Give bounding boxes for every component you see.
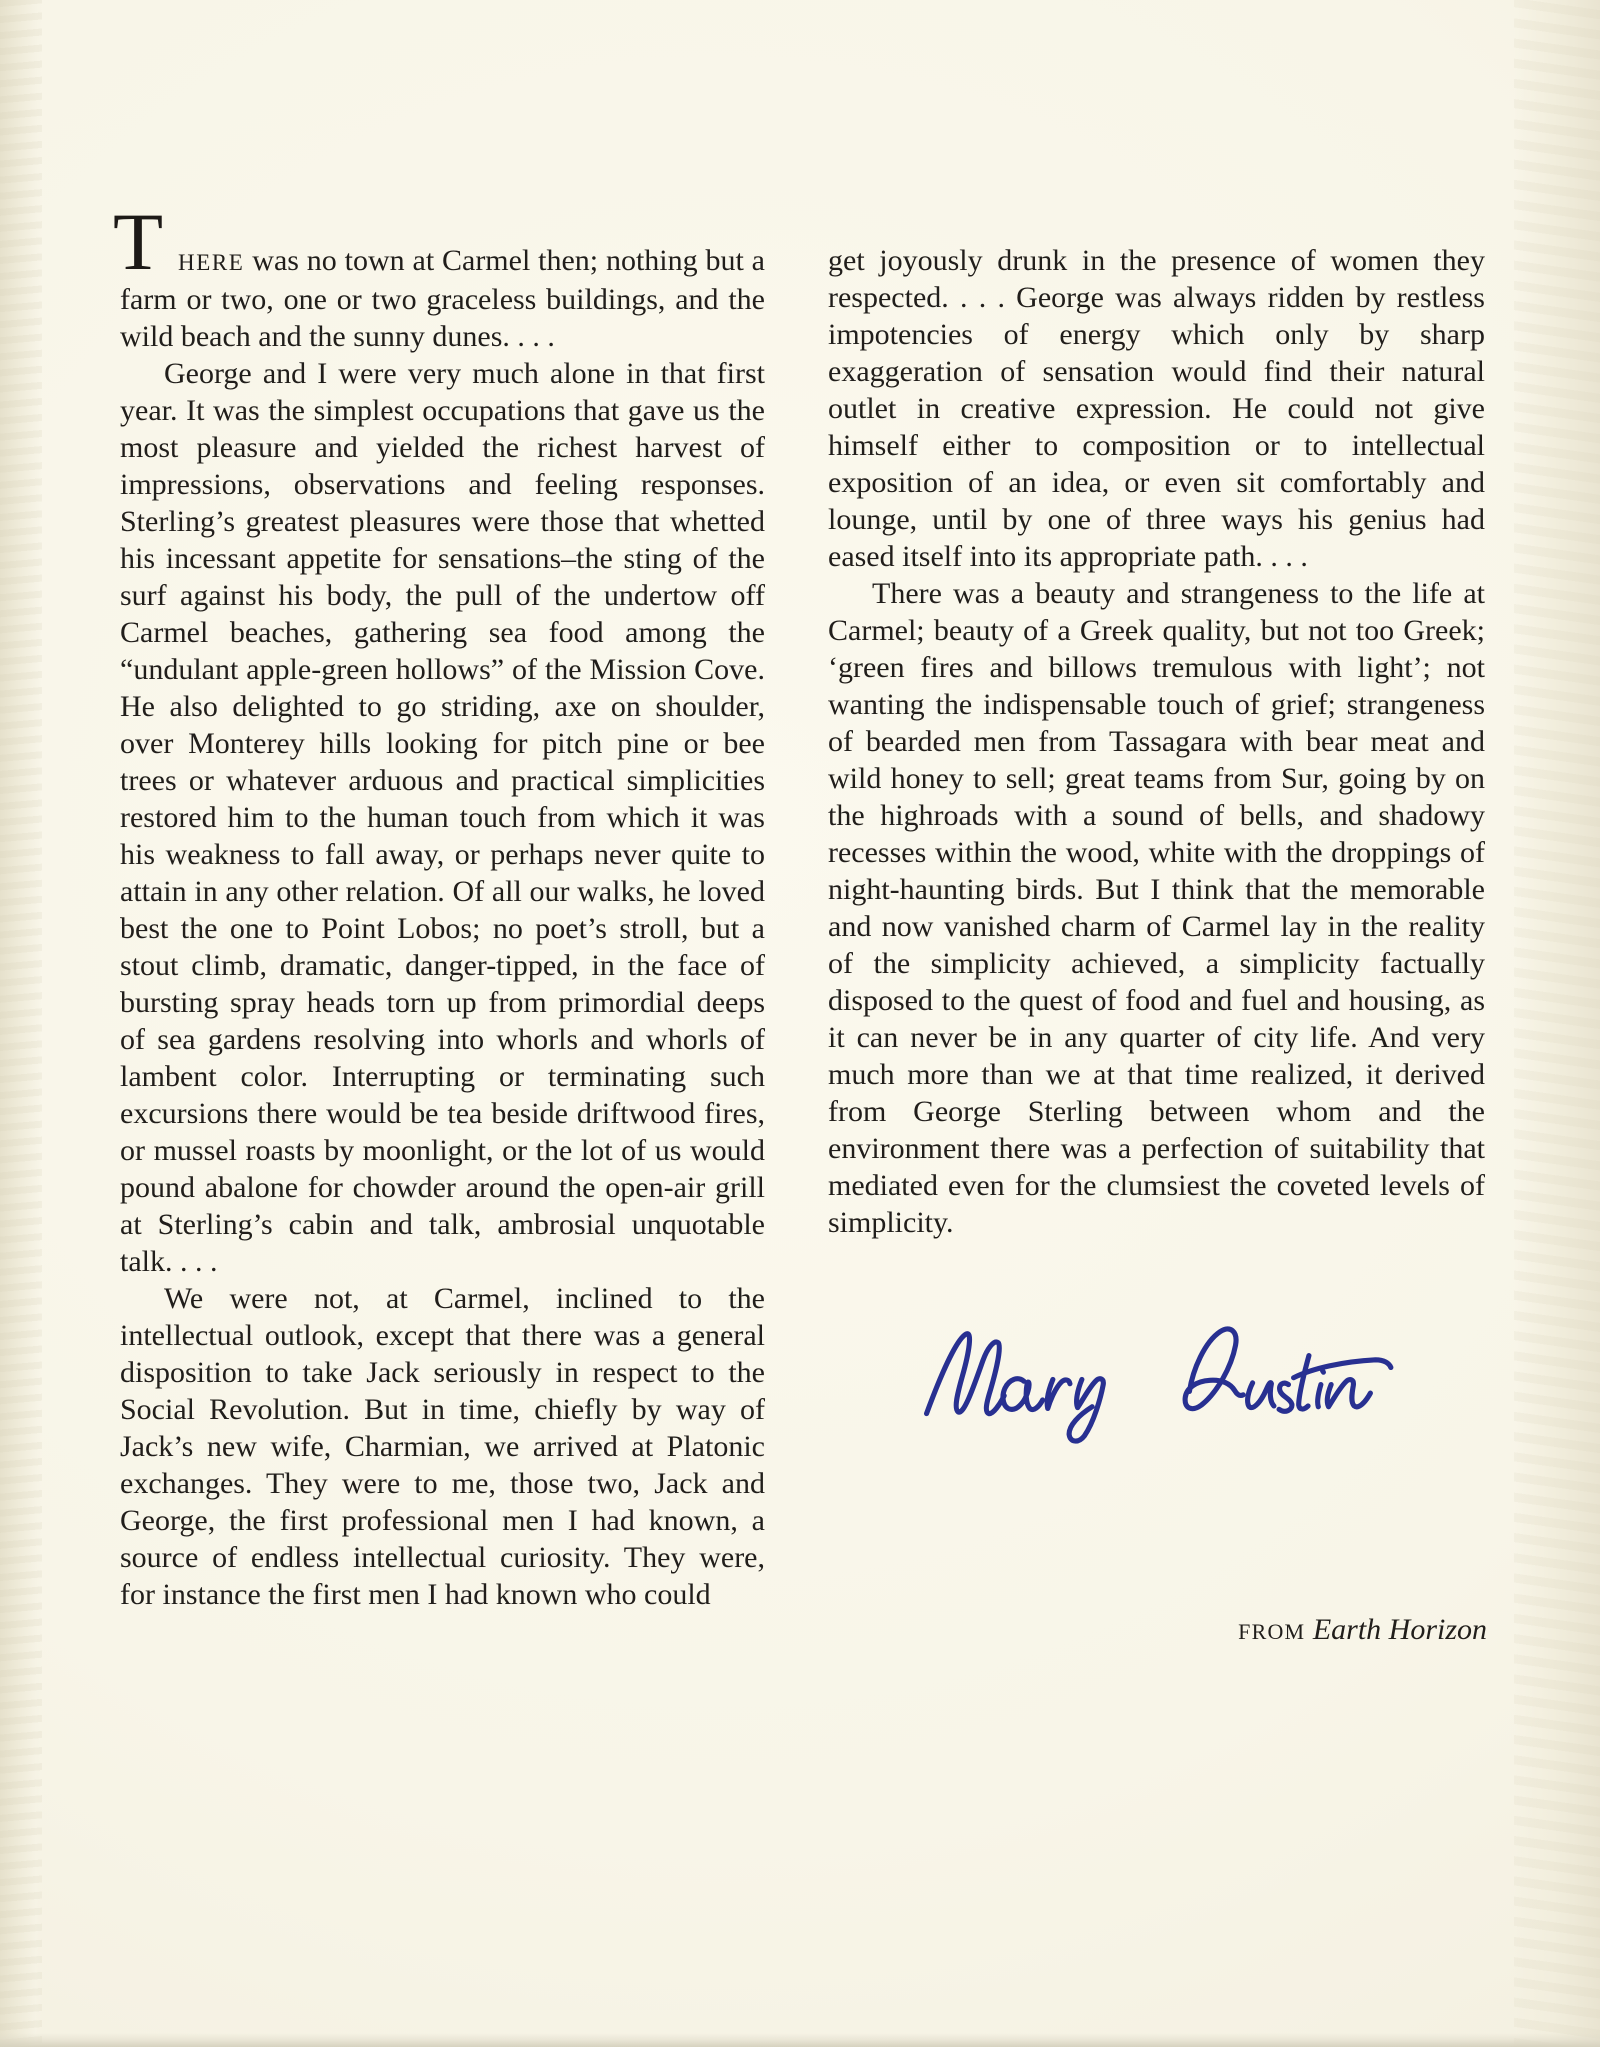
paragraph-continuation: get joyously drunk in the presence of women they respected. . . . George was always ridden by restless impotencies of energy which only by sharp exaggeration of sensation would find their natural outlet in creative expression. He could not give himself either to composition or to intellectual exposition of an idea, or even sit comfortably and lounge, until by one of three ways his genius had eased itself into its appropriate path. . . . xyxy=(828,244,1485,573)
paper-edge-right xyxy=(1514,0,1600,2047)
paragraph: George and I were very much alone in that first year. It was the simplest occupations that gave us the most pleasure and yielded the richest harvest of impressions, observations and feeling responses. Sterling’s greatest pleasures were those that whetted his incessant appetite for sensations–the sting of the surf against his body, the pull of the undertow off Carmel beaches, gathering sea food among the “undulant apple-green hollows” of the Mission Cove. He also delighted to go striding, axe on shoulder, over Monterey hills looking for pitch pine or bee trees or whatever arduous and practical simplicities restored him to the human touch from which it was his weakness to fall away, or perhaps never quite to attain in any other relation. Of all our walks, he loved best the one to Point Lobos; no poet’s stroll, but a stout climb, dramatic, danger-tipped, in the face of bursting spray heads torn up from primordial deeps of sea gardens resolving into whorls and whorls of lambent color. Interrupting or terminating such excursions there would be tea beside driftwood fires, or mussel roasts by moonlight, or the lot of us would pound abalone for chowder around the open-air grill at Sterling’s cabin and talk, ambrosial unquotable talk. . . . xyxy=(120,357,765,1278)
left-text-column xyxy=(113,196,765,1613)
attribution-line xyxy=(828,1610,1487,1652)
drop-cap-letter: T xyxy=(113,196,164,287)
paper-edge-bottom xyxy=(0,2033,1600,2047)
signature xyxy=(918,1316,1396,1448)
opening-text: was no town at Carmel then; nothing but a farm or two, one or two graceless buildings, and the wild beach and the sunny dunes. . . . xyxy=(120,244,765,353)
work-title: Earth Horizon xyxy=(1312,1613,1487,1646)
paragraph: We were not, at Carmel, inclined to the intellectual outlook, except that there was a general disposition to take Jack seriously in respect to the Social Revolution. But in time, chiefly by way of Jack’s new wife, Charmian, we arrived at Platonic exchanges. They were to me, those two, Jack and George, the first professional men I had known, a source of endless intellectual curiosity. They were, for instance the first men I had known who could xyxy=(120,1282,765,1611)
from-label: FROM xyxy=(1238,1619,1306,1644)
lead-small-caps: HERE xyxy=(178,250,245,275)
paper-edge-left xyxy=(0,0,42,2047)
paragraph: There was a beauty and strangeness to the life at Carmel; beauty of a Greek quality, but not too Greek; ‘green fires and billows tremulous with light’; not wanting the indispensable touch of grief; strangeness of bearded men from Tassagara with bear meat and wild honey to sell; great teams from Sur, going by on the highroads with a sound of bells, and shadowy recesses within the wood, white with the droppings of night-haunting birds. But I think that the memorable and now vanished charm of Carmel lay in the reality of the simplicity achieved, a simplicity factually disposed to the quest of food and fuel and housing, as it can never be in any quarter of city life. And very much more than we at that time realized, it derived from George Sterling between whom and the environment there was a perfection of suitability that mediated even for the clumsiest the coveted levels of simplicity. xyxy=(828,577,1485,1239)
opening-paragraph xyxy=(113,196,765,355)
right-text-column xyxy=(828,242,1485,1241)
